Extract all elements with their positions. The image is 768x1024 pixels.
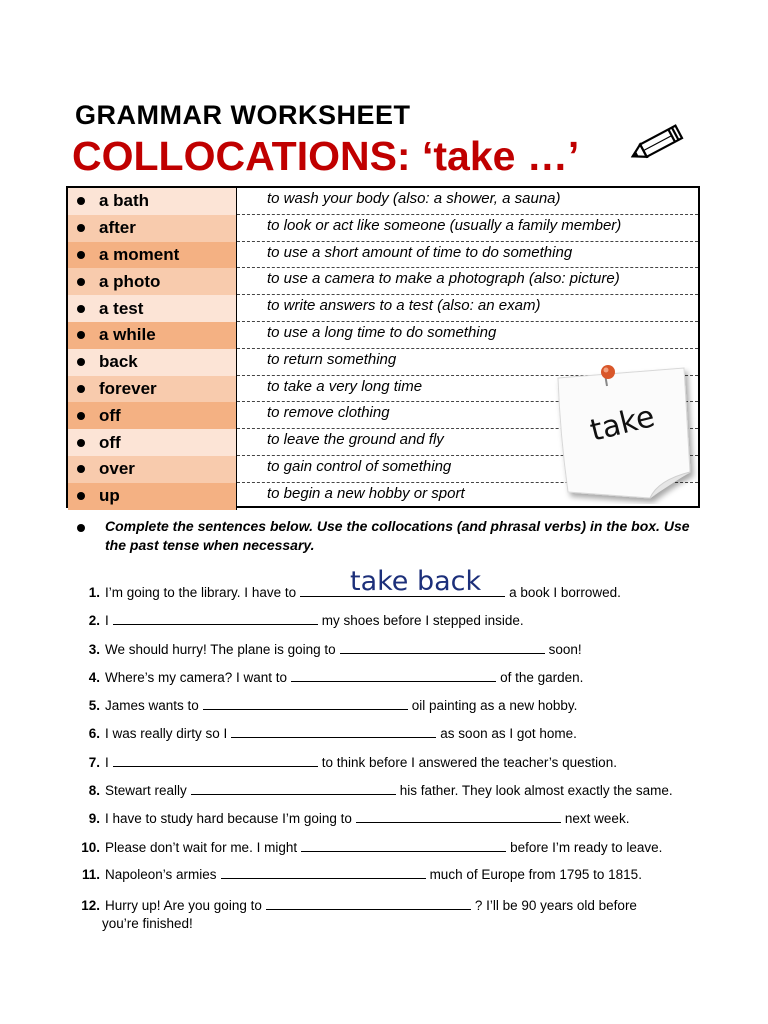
question-text-after: soon! bbox=[548, 642, 582, 657]
bullet-icon bbox=[77, 465, 85, 473]
collocation-definition-cell bbox=[236, 242, 698, 269]
question-item bbox=[72, 724, 577, 741]
question-text-after: his father. They look almost exactly the same. bbox=[399, 783, 673, 798]
bullet-icon bbox=[77, 197, 85, 205]
answer-blank[interactable] bbox=[113, 753, 318, 767]
collocation-definition: to wash your body (also: a shower, a sauna) bbox=[267, 190, 561, 207]
answer-blank[interactable] bbox=[113, 611, 318, 625]
answer-blank[interactable] bbox=[231, 724, 436, 738]
answer-blank[interactable] bbox=[203, 696, 408, 710]
collocation-definition-cell bbox=[236, 268, 698, 295]
bullet-icon bbox=[77, 251, 85, 259]
question-text-before: I bbox=[105, 755, 109, 770]
question-text-before: I bbox=[105, 613, 109, 628]
sticky-note-word: take bbox=[586, 399, 659, 449]
question-text-before: Please don’t wait for me. I might bbox=[105, 840, 298, 855]
question-item bbox=[72, 583, 621, 600]
collocation-term-cell bbox=[68, 295, 236, 322]
collocation-definition: to gain control of something bbox=[267, 458, 452, 475]
collocation-term: a moment bbox=[99, 244, 180, 264]
collocation-definition-cell bbox=[236, 322, 698, 349]
collocation-definition: to return something bbox=[267, 350, 397, 368]
worksheet-title: COLLOCATIONS: ‘take …’ bbox=[72, 133, 580, 179]
question-text-after: next week. bbox=[564, 811, 630, 826]
worksheet-subtitle: GRAMMAR WORKSHEET bbox=[75, 100, 411, 130]
answer-blank[interactable] bbox=[301, 838, 506, 852]
collocation-row bbox=[68, 188, 698, 215]
question-text-before: I’m going to the library. I have to bbox=[105, 585, 297, 600]
question-number: 12. bbox=[81, 898, 100, 913]
collocation-term-cell bbox=[68, 376, 236, 403]
answer-blank[interactable] bbox=[221, 865, 426, 879]
answer-blank[interactable] bbox=[291, 668, 496, 682]
collocation-term: forever bbox=[99, 378, 157, 398]
question-item bbox=[72, 640, 582, 657]
sticky-note-image bbox=[550, 364, 700, 504]
collocation-term: up bbox=[99, 486, 120, 506]
example-answer: take back bbox=[350, 566, 482, 597]
question-text-after: as soon as I got home. bbox=[440, 726, 577, 741]
collocation-term-cell bbox=[68, 188, 236, 215]
question-text-before: I was really dirty so I bbox=[105, 726, 228, 741]
answer-blank[interactable] bbox=[356, 809, 561, 823]
collocation-term-cell bbox=[68, 483, 236, 510]
question-item bbox=[72, 611, 524, 628]
collocation-term: back bbox=[99, 352, 138, 372]
collocation-term: after bbox=[99, 218, 136, 238]
question-item bbox=[72, 753, 617, 770]
question-item bbox=[72, 896, 637, 913]
bullet-icon bbox=[77, 224, 85, 232]
collocation-term: a while bbox=[99, 325, 156, 345]
bullet-icon bbox=[77, 305, 85, 313]
question-text-before: We should hurry! The plane is going to bbox=[105, 642, 336, 657]
collocation-definition: to use a long time to do something bbox=[267, 324, 497, 341]
collocation-definition: to look or act like someone (usually a family member) bbox=[267, 216, 622, 234]
bullet-icon bbox=[77, 278, 85, 286]
collocation-term: off bbox=[99, 432, 121, 452]
question-item bbox=[72, 668, 583, 685]
question-number: 2. bbox=[88, 613, 100, 628]
question-text-before: Where’s my camera? I want to bbox=[105, 670, 288, 685]
question-number: 9. bbox=[88, 811, 100, 826]
instructions-text: Complete the sentences below. Use the collocations (and phrasal verbs) in the box. Use the past tense when necessary. bbox=[105, 518, 690, 553]
question-text-after: my shoes before I stepped inside. bbox=[321, 613, 524, 628]
bullet-icon bbox=[77, 412, 85, 420]
pencil-icon bbox=[628, 118, 688, 170]
question-number: 11. bbox=[81, 867, 100, 882]
instruction-bullet bbox=[77, 524, 85, 532]
question-text-after: before I’m ready to leave. bbox=[510, 840, 663, 855]
collocation-definition: to begin a new hobby or sport bbox=[267, 484, 465, 502]
collocation-term: over bbox=[99, 459, 135, 479]
collocation-term: a test bbox=[99, 298, 144, 318]
question-text-before: James wants to bbox=[105, 698, 199, 713]
question-item bbox=[72, 838, 662, 855]
question-number: 4. bbox=[88, 670, 100, 685]
collocation-row bbox=[68, 242, 698, 269]
collocation-term-cell bbox=[68, 322, 236, 349]
question-text-after: to think before I answered the teacher’s question. bbox=[321, 755, 617, 770]
collocation-term: off bbox=[99, 405, 121, 425]
collocation-term: a photo bbox=[99, 271, 161, 291]
bullet-icon bbox=[77, 358, 85, 366]
collocation-term-cell bbox=[68, 242, 236, 269]
question-number: 1. bbox=[88, 585, 100, 600]
question-text-continuation: you’re finished! bbox=[102, 916, 193, 931]
question-text-before: Stewart really bbox=[105, 783, 187, 798]
collocation-term-cell bbox=[68, 456, 236, 483]
collocation-term: a bath bbox=[99, 191, 150, 211]
collocation-definition: to use a camera to make a photograph (also: picture) bbox=[267, 270, 620, 288]
answer-blank[interactable] bbox=[191, 781, 396, 795]
collocation-term-cell bbox=[68, 349, 236, 376]
question-number: 3. bbox=[88, 642, 100, 657]
question-item bbox=[72, 865, 642, 882]
bullet-icon bbox=[77, 331, 85, 339]
question-item bbox=[72, 696, 577, 713]
collocation-row bbox=[68, 215, 698, 242]
question-number: 5. bbox=[88, 698, 100, 713]
question-text-before: Hurry up! Are you going to bbox=[105, 898, 262, 913]
bullet-icon bbox=[77, 492, 85, 500]
collocation-term-cell bbox=[68, 402, 236, 429]
bullet-icon bbox=[77, 385, 85, 393]
collocation-definition: to write answers to a test (also: an exam) bbox=[267, 297, 541, 315]
answer-blank[interactable] bbox=[340, 640, 545, 654]
collocation-definition: to use a short amount of time to do something bbox=[267, 243, 573, 261]
collocation-definition-cell bbox=[236, 295, 698, 322]
collocation-term-cell bbox=[68, 268, 236, 295]
collocation-definition-cell bbox=[236, 215, 698, 242]
collocation-row bbox=[68, 322, 698, 349]
collocation-row bbox=[68, 268, 698, 295]
question-text-after: a book I borrowed. bbox=[509, 585, 621, 600]
question-text-after: of the garden. bbox=[500, 670, 584, 685]
question-number: 10. bbox=[81, 840, 100, 855]
question-text-after: ? I’ll be 90 years old before bbox=[474, 898, 637, 913]
collocation-definition: to take a very long time bbox=[267, 377, 423, 395]
collocation-definition: to remove clothing bbox=[267, 404, 390, 422]
question-text-before: I have to study hard because I’m going to bbox=[105, 811, 352, 826]
collocation-definition: to leave the ground and fly bbox=[267, 431, 444, 449]
question-number: 7. bbox=[88, 755, 100, 770]
question-text-after: oil painting as a new hobby. bbox=[411, 698, 578, 713]
bullet-icon bbox=[77, 439, 85, 447]
question-item bbox=[72, 809, 629, 826]
collocation-definition-cell bbox=[236, 188, 698, 215]
question-item bbox=[72, 781, 673, 798]
question-number: 6. bbox=[88, 726, 100, 741]
answer-blank[interactable] bbox=[266, 896, 471, 910]
collocation-term-cell bbox=[68, 429, 236, 456]
question-text-after: much of Europe from 1795 to 1815. bbox=[429, 867, 642, 882]
question-text-before: Napoleon’s armies bbox=[105, 867, 217, 882]
question-number: 8. bbox=[88, 783, 100, 798]
collocation-row bbox=[68, 295, 698, 322]
collocation-term-cell bbox=[68, 215, 236, 242]
